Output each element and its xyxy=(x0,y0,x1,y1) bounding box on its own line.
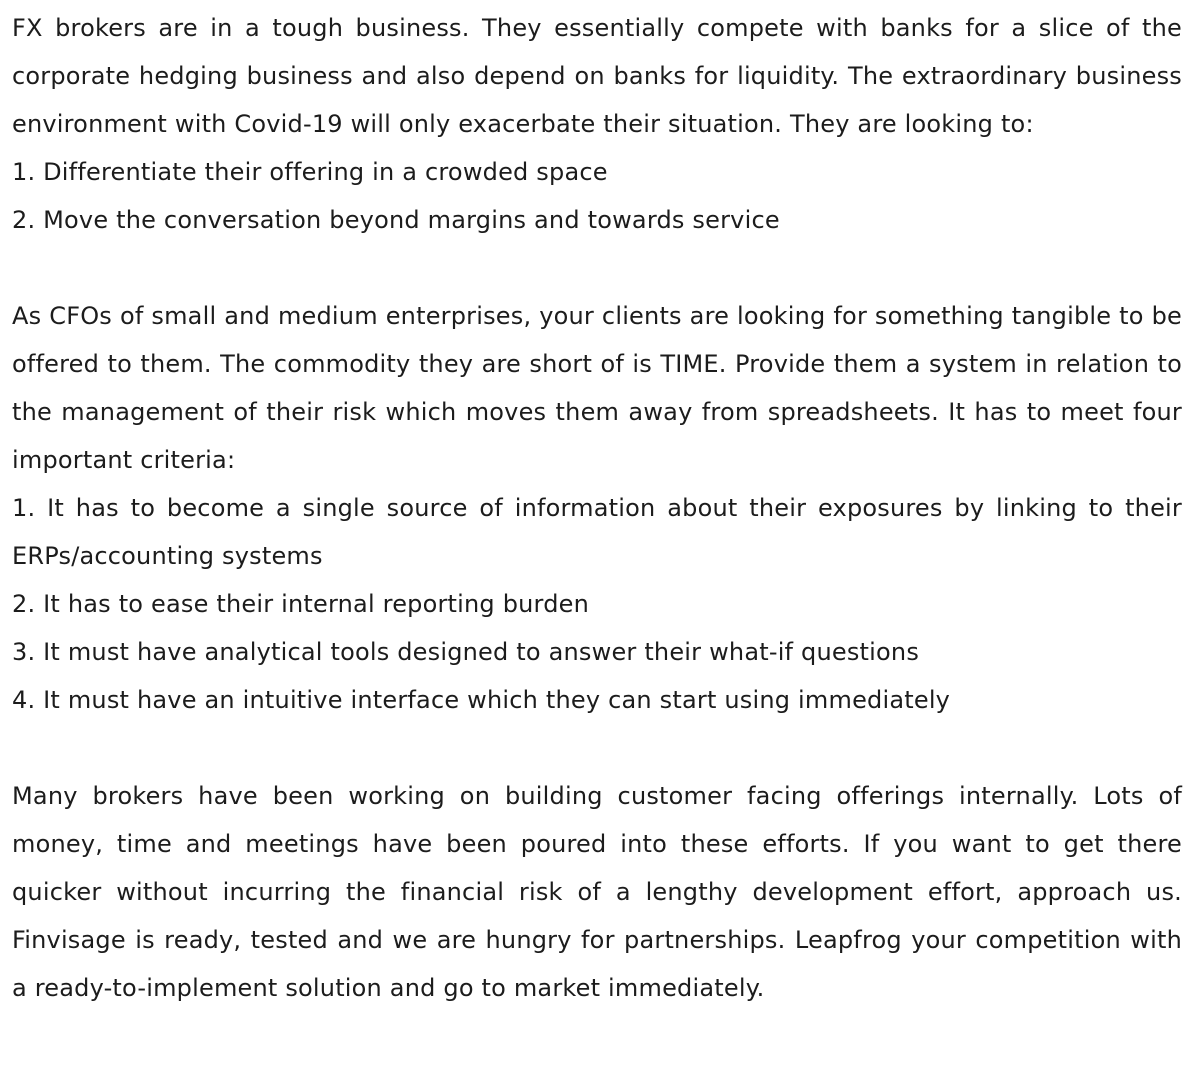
paragraph-fx-brokers: FX brokers are in a tough business. They essentially compete with banks for a slice of the corporate hedging business and also depend on banks for liquidity. The extraordinary business environment with Covid-19 will only exacerbate their situation. They are looking to: xyxy=(12,14,1182,138)
paragraph-cfos: As CFOs of small and medium enterprises, your clients are looking for something tangible to be offered to them. The commodity they are short of is TIME. Provide them a system in relation to the management of their risk which moves them away from spreadsheets. It has to meet four important criteria: xyxy=(12,302,1182,474)
list-item: 2. It has to ease their internal reporting burden xyxy=(12,590,589,618)
list-item: 2. Move the conversation beyond margins and towards service xyxy=(12,206,780,234)
paragraph-spacer xyxy=(12,244,1182,292)
list-item: 1. It has to become a single source of information about their exposures by linking to their ERPs/accounting systems xyxy=(12,494,1182,570)
article-body xyxy=(12,4,1182,1012)
paragraph-spacer xyxy=(12,724,1182,772)
paragraph-many-brokers: Many brokers have been working on building customer facing offerings internally. Lots of money, time and meetings have been poured into these efforts. If you want to get there quicker without incurring the financial risk of a lengthy development effort, approach us. Finvisage is ready, tested and we are hungry for partnerships. Leapfrog your competition with a ready-to-implement solution and go to market immediately. xyxy=(12,782,1182,1002)
list-item: 1. Differentiate their offering in a crowded space xyxy=(12,158,608,186)
list-item: 3. It must have analytical tools designed to answer their what-if questions xyxy=(12,638,920,666)
list-item: 4. It must have an intuitive interface which they can start using immediately xyxy=(12,686,951,714)
